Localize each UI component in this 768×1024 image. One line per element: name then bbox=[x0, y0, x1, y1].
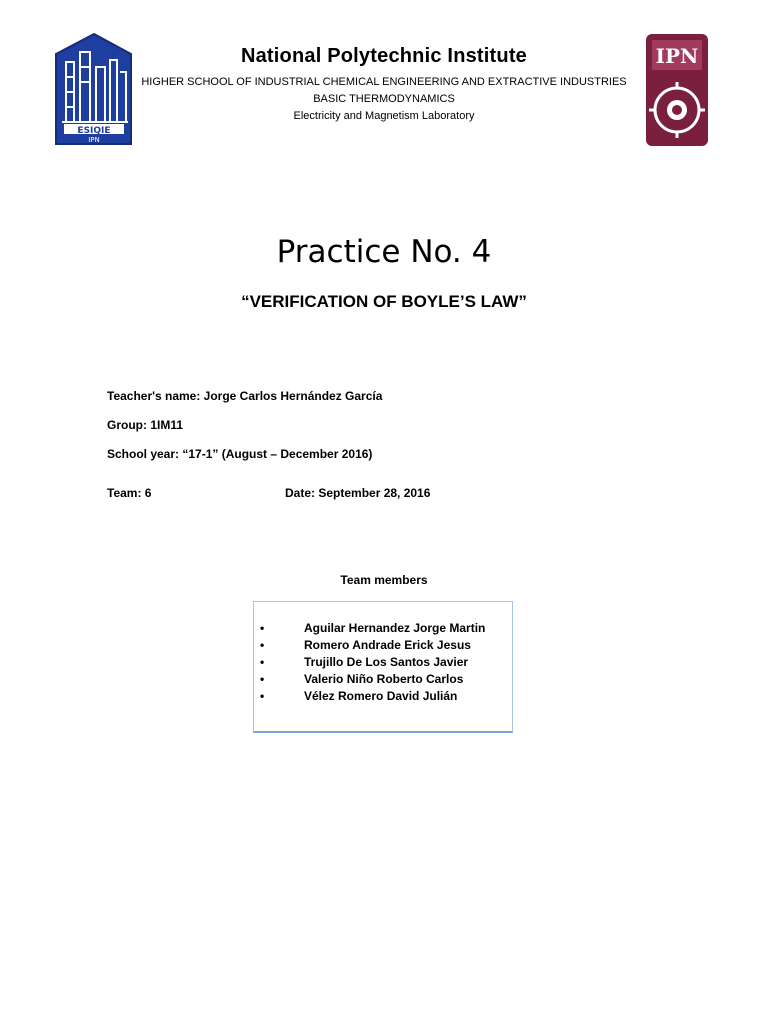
member-name: Aguilar Hernandez Jorge Martin bbox=[304, 621, 486, 635]
member-name: Valerio Niño Roberto Carlos bbox=[304, 672, 464, 686]
list-item bbox=[254, 689, 514, 706]
practice-date: Date: September 28, 2016 bbox=[285, 486, 431, 500]
team-number: Team: 6 bbox=[107, 486, 152, 500]
list-item bbox=[254, 672, 514, 689]
svg-text:IPN: IPN bbox=[88, 136, 100, 144]
teacher-name: Teacher's name: Jorge Carlos Hernández García bbox=[107, 389, 383, 403]
svg-text:ESIQIE: ESIQIE bbox=[77, 126, 111, 136]
practice-subtitle: “VERIFICATION OF BOYLE’S LAW” bbox=[241, 292, 527, 311]
list-item bbox=[254, 621, 514, 638]
group: Group: 1IM11 bbox=[107, 418, 184, 432]
list-item bbox=[254, 655, 514, 672]
bullet: • bbox=[260, 689, 265, 703]
svg-text:IPN: IPN bbox=[655, 44, 699, 68]
team-members-title: Team members bbox=[340, 573, 428, 587]
esiqie-logo-icon bbox=[54, 32, 133, 146]
member-name: Vélez Romero David Julián bbox=[304, 689, 458, 703]
lab-name: Electricity and Magnetism Laboratory bbox=[293, 110, 475, 122]
member-name: Romero Andrade Erick Jesus bbox=[304, 638, 471, 652]
bullet: • bbox=[260, 638, 265, 652]
bullet: • bbox=[260, 621, 265, 635]
practice-title: Practice No. 4 bbox=[276, 234, 492, 270]
school-name: HIGHER SCHOOL OF INDUSTRIAL CHEMICAL ENGINEERING AND EXTRACTIVE INDUSTRIES bbox=[141, 76, 627, 88]
course-name: BASIC THERMODYNAMICS bbox=[313, 93, 455, 105]
bullet: • bbox=[260, 672, 265, 686]
team-members-box bbox=[253, 601, 513, 733]
bullet: • bbox=[260, 655, 265, 669]
list-item bbox=[254, 638, 514, 655]
member-name: Trujillo De Los Santos Javier bbox=[304, 655, 469, 669]
school-year: School year: “17-1” (August – December 2016) bbox=[107, 447, 373, 461]
institute-title: National Polytechnic Institute bbox=[240, 45, 528, 67]
ipn-logo-icon bbox=[638, 30, 716, 150]
